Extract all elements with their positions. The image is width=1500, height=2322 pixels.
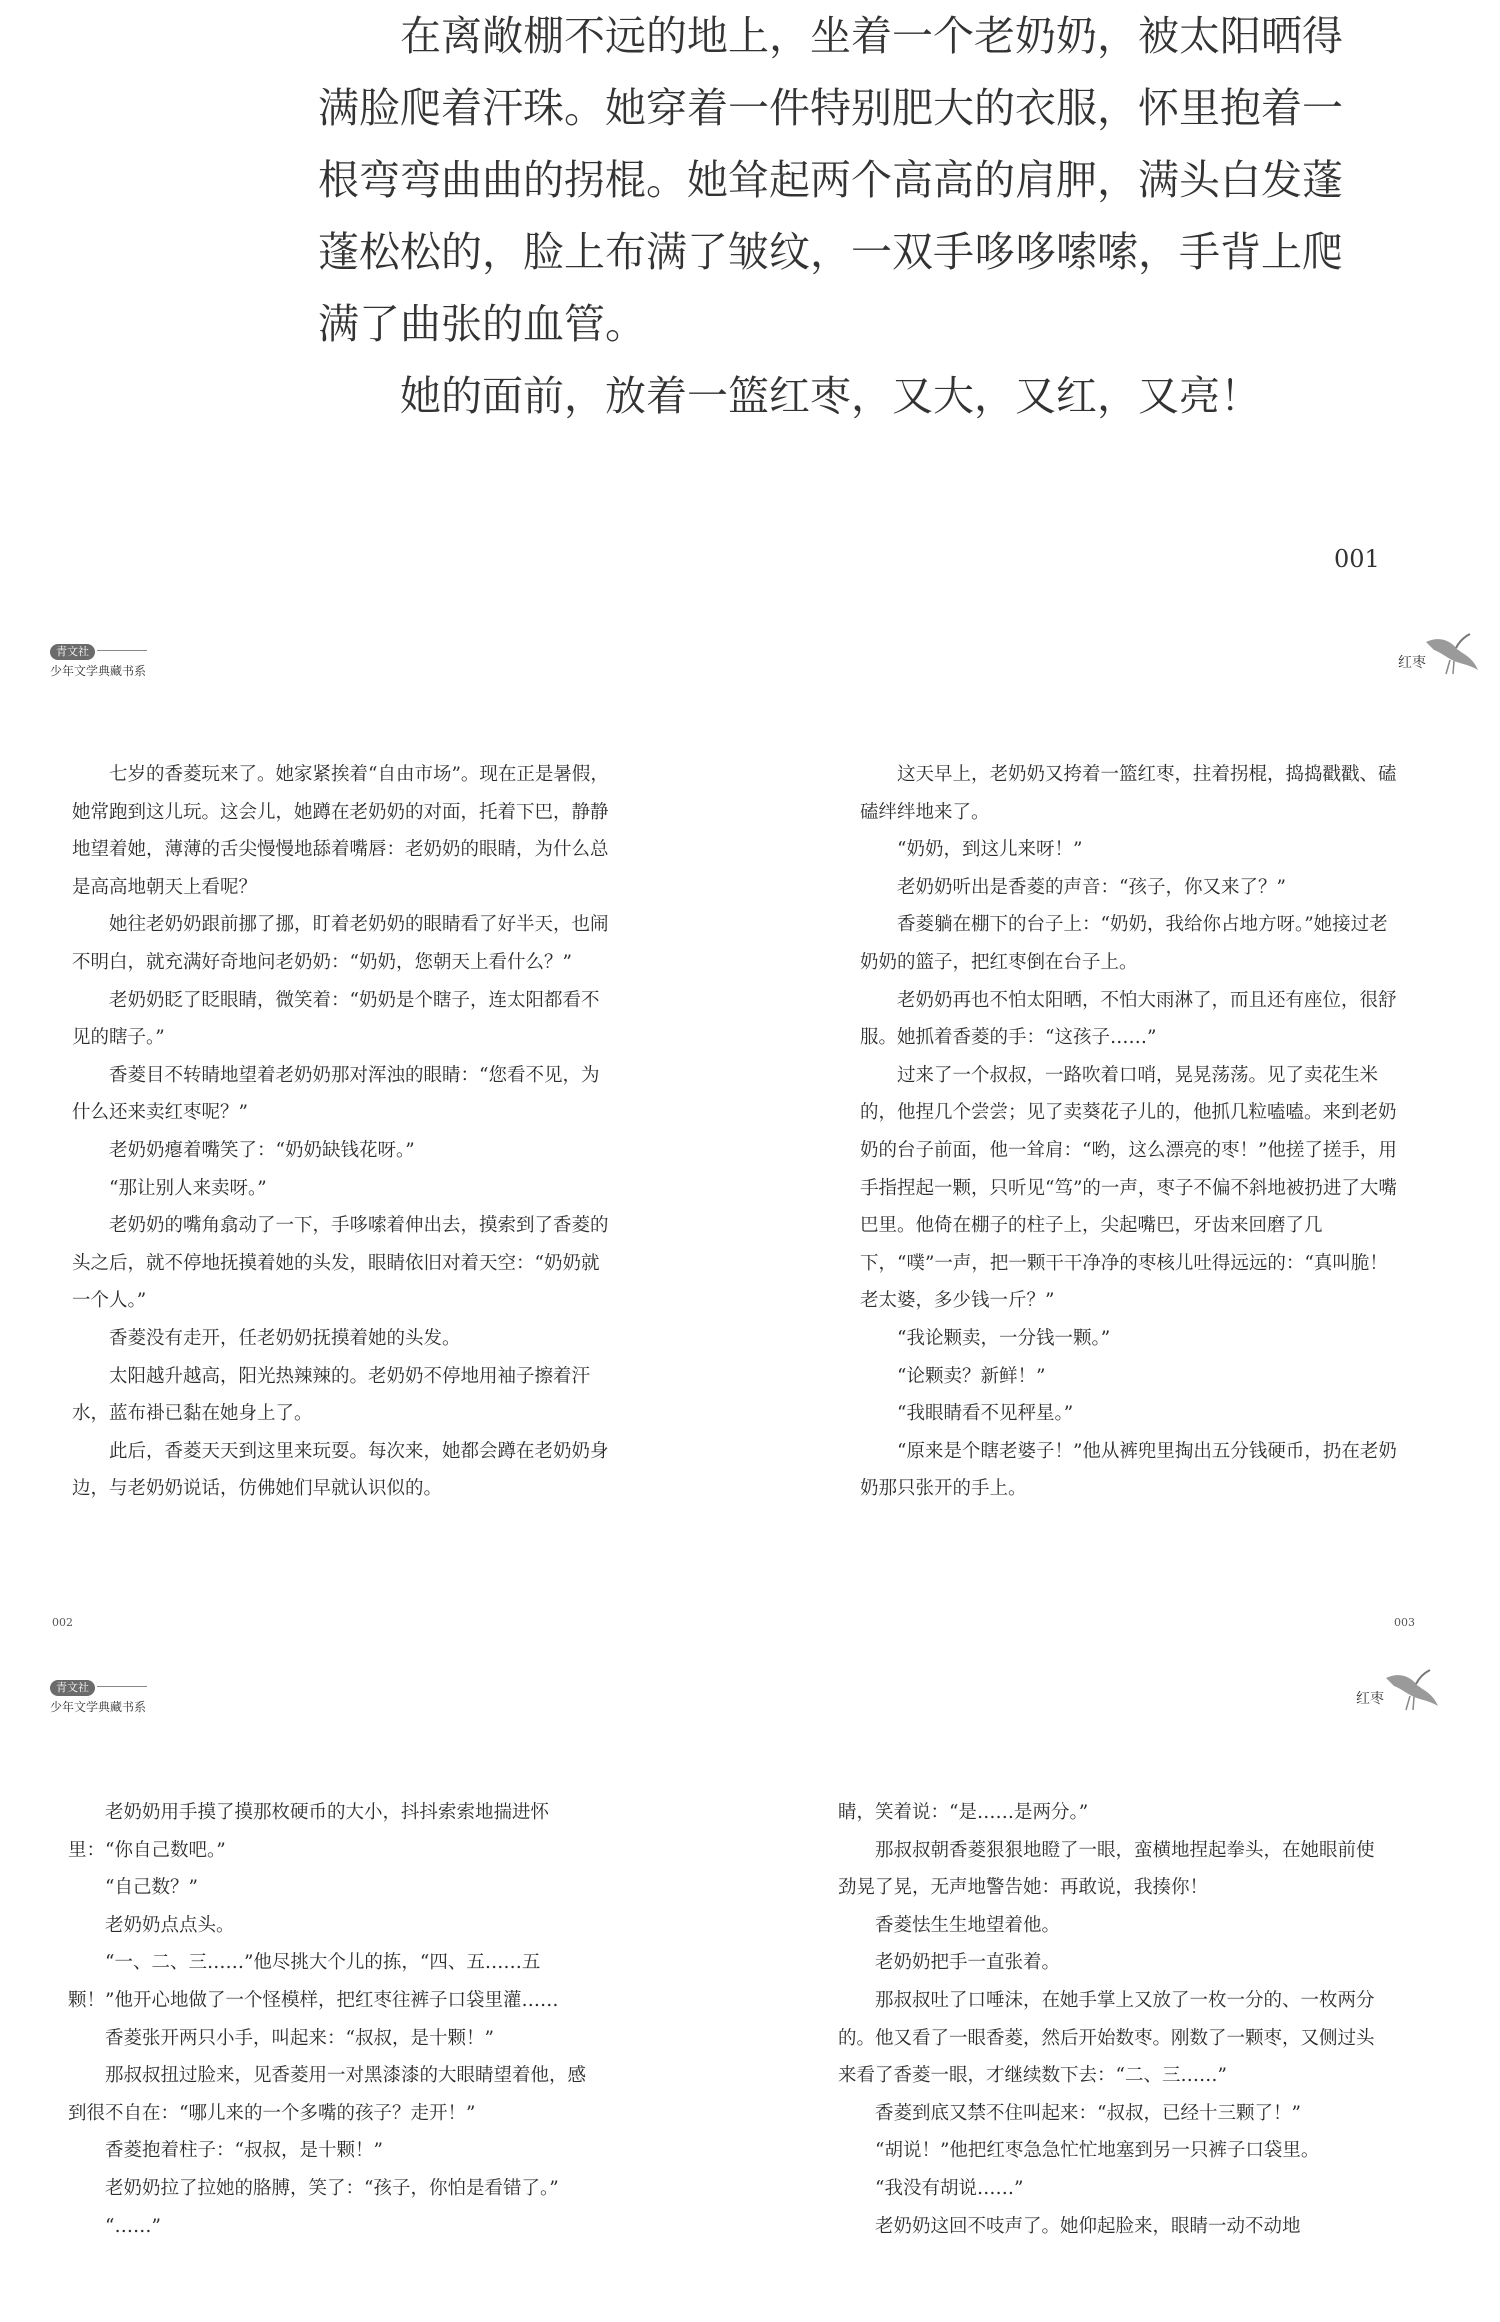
series-subtitle: 少年文学典藏书系 <box>50 664 147 678</box>
paragraph: 这天早上，老奶奶又挎着一篮红枣，拄着拐棍，捣捣戳戳、磕磕绊绊地来了。 <box>860 764 1397 823</box>
page-number: 003 <box>1394 1616 1415 1629</box>
paragraph: 香菱张开两只小手，叫起来：“叔叔，是十颗！” <box>105 2027 494 2049</box>
series-logo <box>50 1676 147 1715</box>
paragraph: 此后，香菱天天到这里来玩耍。每次来，她都会蹲在老奶奶身边，与老奶奶说话，仿佛她们早就认识似的。 <box>72 1440 609 1500</box>
page-005-body <box>838 1794 1378 2245</box>
running-title: 红枣 <box>1356 1691 1384 1707</box>
paragraph: 香菱抱着柱子：“叔叔，是十颗！” <box>105 2140 383 2162</box>
paragraph: 那叔叔吐了口唾沫，在她手掌上又放了一枚一分的、一枚两分的。他又看了一眼香菱，然后开始数枣。刚数了一颗枣，又侧过头来看了香菱一眼，才继续数下去：“二、三……” <box>838 1989 1375 2087</box>
series-logo <box>50 640 147 679</box>
page-002-body <box>72 756 612 1508</box>
paragraph: 老奶奶用手摸了摸那枚硬币的大小，抖抖索索地揣进怀里：“你自己数吧。” <box>68 1802 550 1861</box>
page-number: 001 <box>1334 545 1380 573</box>
paragraph: 老奶奶的嘴角翕动了一下，手哆嗦着伸出去，摸索到了香菱的头之后，就不停地抚摸着她的头发，眼睛依旧对着天空：“奶奶就一个人。” <box>72 1215 609 1312</box>
paragraph: 老奶奶瘪着嘴笑了：“奶奶缺钱花呀。” <box>109 1139 415 1161</box>
paragraph: 睛，笑着说：“是……是两分。” <box>838 1802 1089 1823</box>
crane-icon <box>1420 630 1480 676</box>
paragraph: 老奶奶这回不吱声了。她仰起脸来，眼睛一动不动地 <box>875 2215 1301 2237</box>
page-004-body <box>68 1794 598 2245</box>
series-badge: 青文社 <box>50 644 95 660</box>
series-subtitle: 少年文学典藏书系 <box>50 1700 147 1714</box>
paragraph: 太阳越升越高，阳光热辣辣的。老奶奶不停地用袖子擦着汗水，蓝布褂已黏在她身上了。 <box>72 1365 591 1425</box>
paragraph: 老奶奶拉了拉她的胳膊，笑了：“孩子，你怕是看错了。” <box>105 2177 559 2199</box>
paragraph: 那叔叔扭过脸来，见香菱用一对黑漆漆的大眼睛望着他，感到很不自在：“哪儿来的一个多嘴的孩子？走开！” <box>68 2065 587 2124</box>
paragraph: 老奶奶点点头。 <box>105 1914 235 1936</box>
paragraph: 老奶奶眨了眨眼睛，微笑着：“奶奶是个瞎子，连太阳都看不见的瞎子。” <box>72 989 600 1049</box>
page-003-body <box>860 756 1400 1508</box>
paragraph: “一、二、三……”他尽挑大个儿的拣，“四、五……五颗！”他开心地做了一个怪模样，把红枣往裤子口袋里灌…… <box>68 1952 559 2011</box>
paragraph: 过来了一个叔叔，一路吹着口哨，晃晃荡荡。见了卖花生米的，他捏几个尝尝；见了卖葵花子儿的，他抓几粒嗑嗑。来到老奶奶的台子前面，他一耸肩：“哟，这么漂亮的枣！”他搓了搓手，用手指捏起一颗，只听见“笃”的一声，枣子不偏不斜地被扔进了大嘴巴里。他倚在棚子的柱子上，尖起嘴巴，牙齿来回磨了几下，“噗”一声，把一颗干干净净的枣核儿吐得远远的：“真叫脆！老太婆，多少钱一斤？” <box>860 1064 1397 1312</box>
running-title: 红枣 <box>1398 655 1426 671</box>
paragraph: 那叔叔朝香菱狠狠地瞪了一眼，蛮横地捏起拳头，在她眼前使劲晃了晃，无声地警告她：再敢说，我揍你！ <box>838 1839 1375 1899</box>
paragraph: 老奶奶把手一直张着。 <box>875 1952 1061 1974</box>
paragraph: 香菱怯生生地望着他。 <box>875 1914 1061 1936</box>
paragraph: “……” <box>105 2215 161 2237</box>
divider <box>97 650 147 651</box>
series-badge: 青文社 <box>50 1680 95 1696</box>
page-001-body <box>318 0 1348 432</box>
paragraph: “我没有胡说……” <box>875 2177 1024 2199</box>
paragraph: 七岁的香菱玩来了。她家紧挨着“自由市场”。现在正是暑假，她常跑到这儿玩。这会儿，她蹲在老奶奶的对面，托着下巴，静静地望着她，薄薄的舌尖慢慢地舔着嘴唇：老奶奶的眼睛，为什么总是高高地朝天上看呢？ <box>72 764 609 898</box>
paragraph: “自己数？” <box>105 1877 198 1899</box>
paragraph: 香菱目不转睛地望着老奶奶那对浑浊的眼睛：“您看不见，为什么还来卖红枣呢？” <box>72 1064 600 1124</box>
paragraph: “那让别人来卖呀。” <box>109 1177 267 1199</box>
paragraph: “我论颗卖，一分钱一颗。” <box>897 1327 1111 1349</box>
paragraph: “胡说！”他把红枣急急忙忙地塞到另一只裤子口袋里。 <box>875 2140 1320 2162</box>
paragraph: “论颗卖？新鲜！” <box>897 1365 1046 1387</box>
paragraph: 老奶奶再也不怕太阳晒，不怕大雨淋了，而且还有座位，很舒服。她抓着香菱的手：“这孩子……” <box>860 989 1397 1049</box>
page-number: 002 <box>52 1616 73 1629</box>
paragraph: “奶奶，到这儿来呀！” <box>897 839 1083 861</box>
paragraph: 香菱到底又禁不住叫起来：“叔叔，已经十三颗了！” <box>875 2102 1301 2124</box>
paragraph: 在离敞棚不远的地上，坐着一个老奶奶，被太阳晒得满脸爬着汗珠。她穿着一件特别肥大的衣服，怀里抱着一根弯弯曲曲的拐棍。她耸起两个高高的肩胛，满头白发蓬蓬松松的，脸上布满了皱纹，一双手哆哆嗦嗦，手背上爬满了曲张的血管。 <box>318 12 1343 348</box>
crane-icon <box>1380 1666 1440 1712</box>
paragraph: 她的面前，放着一篮红枣，又大，又红，又亮！ <box>400 372 1261 420</box>
divider <box>97 1686 147 1687</box>
paragraph: 香菱没有走开，任老奶奶抚摸着她的头发。 <box>109 1327 461 1349</box>
paragraph: “原来是个瞎老婆子！”他从裤兜里掏出五分钱硬币，扔在老奶奶那只张开的手上。 <box>860 1440 1397 1500</box>
paragraph: “我眼睛看不见秤星。” <box>897 1403 1074 1425</box>
paragraph: 老奶奶听出是香菱的声音：“孩子，你又来了？” <box>897 876 1286 898</box>
paragraph: 香菱躺在棚下的台子上：“奶奶，我给你占地方呀。”她接过老奶奶的篮子，把红枣倒在台子上。 <box>860 914 1388 973</box>
paragraph: 她往老奶奶跟前挪了挪，盯着老奶奶的眼睛看了好半天，也闹不明白，就充满好奇地问老奶奶：“奶奶，您朝天上看什么？” <box>72 914 609 973</box>
